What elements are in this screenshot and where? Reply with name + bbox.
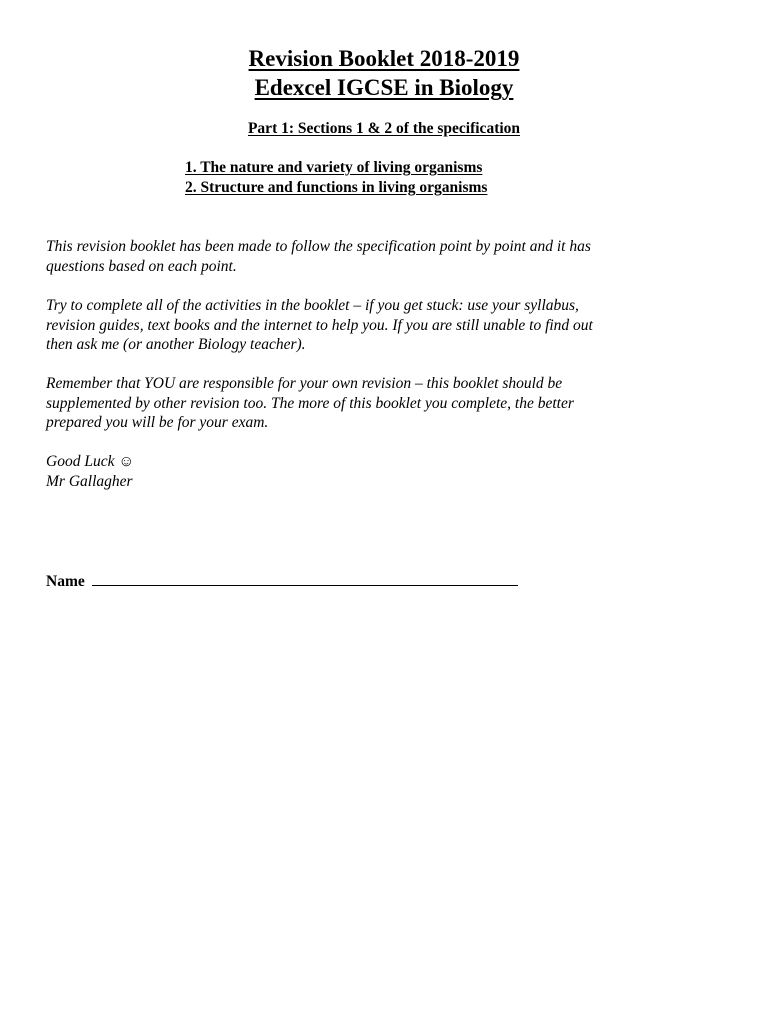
section-heading-1: 1. The nature and variety of living organisms — [185, 159, 483, 176]
paragraph-line: revision guides, text books and the internet to help you. If you are still unable to find out — [46, 316, 593, 334]
paragraph-line: then ask me (or another Biology teacher). — [46, 336, 306, 354]
intro-paragraph-2 — [46, 296, 706, 355]
good-luck-line: Good Luck ☺ — [46, 453, 135, 470]
name-label: Name — [46, 573, 85, 590]
section-heading-2: 2. Structure and functions in living organisms — [185, 179, 488, 196]
paragraph-line: prepared you will be for your exam. — [46, 414, 269, 432]
document-subtitle: Edexcel IGCSE in Biology — [254, 75, 514, 100]
paragraph-line: This revision booklet has been made to follow the specification point by point and it has — [46, 238, 591, 255]
document-title: Revision Booklet 2018-2019 — [248, 46, 520, 71]
paragraph-line: Try to complete all of the activities in the booklet – if you get stuck: use your syllabus, — [46, 297, 579, 314]
intro-paragraph-1 — [46, 237, 706, 276]
name-field-row — [46, 570, 518, 592]
paragraph-line: Remember that YOU are responsible for your own revision – this booklet should be — [46, 375, 563, 392]
paragraph-line: questions based on each point. — [46, 257, 237, 275]
author-name: Mr Gallagher — [46, 472, 133, 490]
name-blank-line[interactable] — [92, 570, 518, 586]
signoff — [46, 452, 706, 491]
paragraph-line: supplemented by other revision too. The more of this booklet you complete, the better — [46, 394, 574, 412]
intro-paragraph-3 — [46, 374, 706, 433]
part-heading: Part 1: Sections 1 & 2 of the specification — [247, 120, 521, 137]
